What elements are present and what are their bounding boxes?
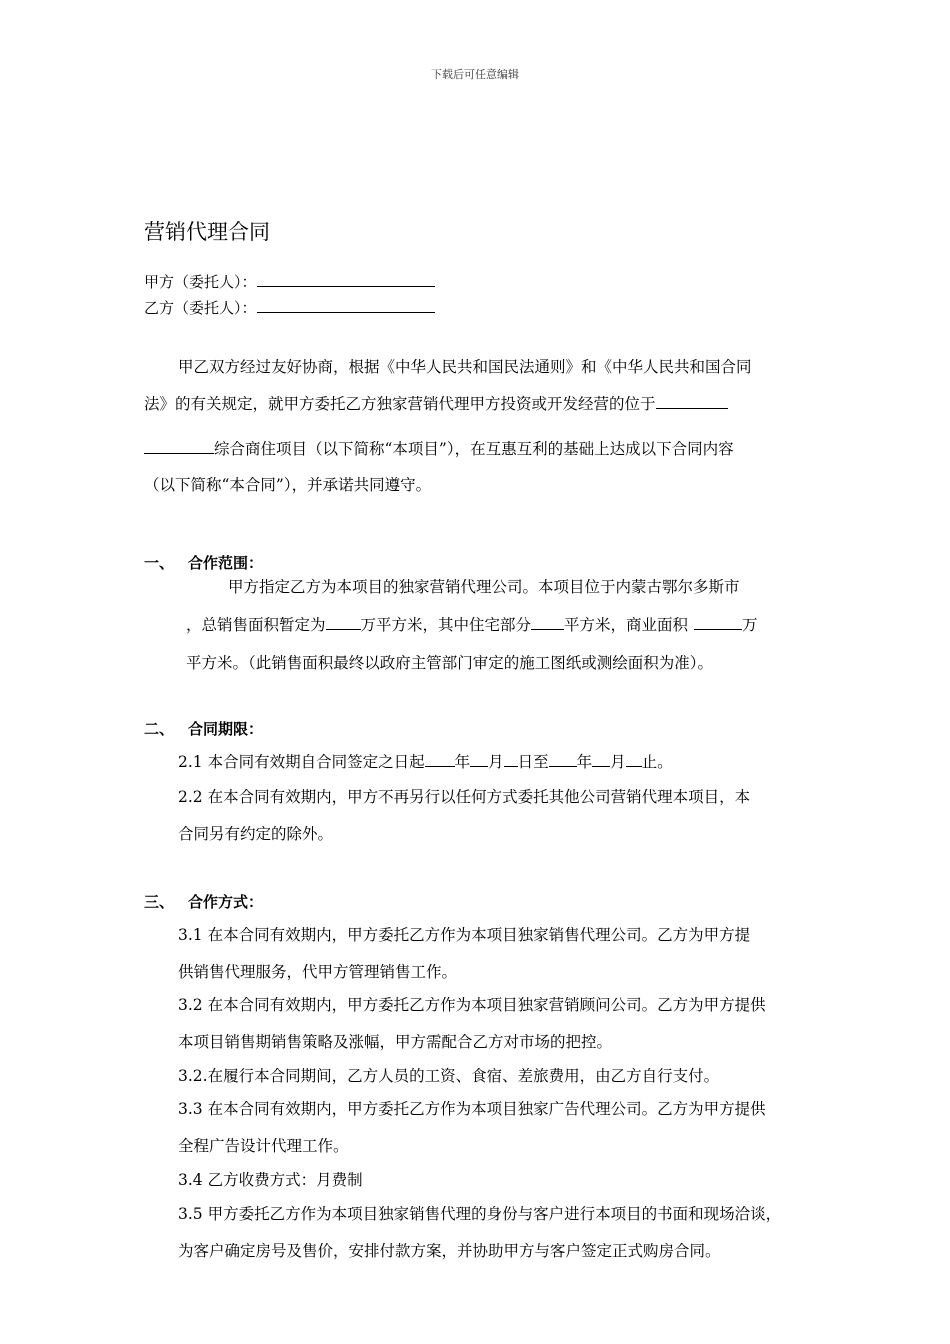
section-1-line-1: 甲方指定乙方为本项目的独家营销代理公司。本项目位于内蒙古鄂尔多斯市 bbox=[228, 578, 740, 596]
intro-line-3-text: 综合商住项目（以下简称“本项目”），在互惠互利的基础上达成以下合同内容 bbox=[214, 440, 734, 458]
location-blank-2 bbox=[144, 438, 214, 454]
intro-line-2 bbox=[144, 392, 728, 414]
day-to-label: 日至 bbox=[517, 753, 549, 771]
section-1-line-2c: 平方米，商业面积 bbox=[564, 616, 689, 634]
section-3-line: 供销售代理服务，代甲方管理销售工作。 bbox=[178, 963, 458, 981]
party-a-blank bbox=[257, 271, 435, 287]
party-b-label: 乙方（委托人）： bbox=[144, 299, 257, 317]
intro-line-4: （以下简称“本合同”），并承诺共同遵守。 bbox=[144, 476, 432, 494]
section-3-number: 三、 bbox=[144, 893, 175, 911]
section-1-line-2a: ，总销售面积暂定为 bbox=[186, 616, 326, 634]
section-1-line-2 bbox=[186, 613, 758, 635]
end-day-blank bbox=[626, 751, 642, 767]
party-b-blank bbox=[257, 297, 435, 313]
commercial-area-blank bbox=[694, 614, 742, 630]
section-2-title: 合同期限： bbox=[188, 720, 264, 738]
section-1-heading bbox=[144, 552, 263, 573]
contract-title: 营销代理合同 bbox=[144, 220, 270, 244]
section-2-number: 二、 bbox=[144, 720, 175, 738]
party-b-line bbox=[144, 297, 435, 318]
end-label: 止。 bbox=[641, 753, 673, 771]
section-2-heading bbox=[144, 718, 263, 739]
end-month-blank bbox=[592, 751, 610, 767]
month-label-2: 月 bbox=[610, 753, 626, 771]
section-3-line: 全程广告设计代理工作。 bbox=[178, 1137, 349, 1155]
section-1-number: 一、 bbox=[144, 554, 175, 572]
section-3-line: 本项目销售期销售策略及涨幅，甲方需配合乙方对市场的把控。 bbox=[178, 1033, 613, 1051]
year-label-2: 年 bbox=[576, 753, 593, 771]
year-label: 年 bbox=[454, 753, 471, 771]
start-day-blank bbox=[504, 751, 518, 767]
party-a-label: 甲方（委托人）： bbox=[144, 273, 257, 291]
intro-line-1: 甲乙双方经过友好协商，根据《中华人民共和国民法通则》和《中华人民共和国合同 bbox=[178, 358, 752, 376]
intro-line-3 bbox=[144, 437, 734, 459]
residential-area-blank bbox=[531, 614, 564, 630]
item-2-1-prefix: 2.1 本合同有效期自合同签定之日起 bbox=[178, 753, 425, 771]
section-3-heading bbox=[144, 891, 263, 912]
section-3-line: 3.2 在本合同有效期内，甲方委托乙方作为本项目独家营销顾问公司。乙方为甲方提供 bbox=[178, 996, 766, 1014]
intro-line-2-text: 法》的有关规定，就甲方委托乙方独家营销代理甲方投资或开发经营的位于 bbox=[144, 395, 656, 413]
section-2-item-2-line-2: 合同另有约定的除外。 bbox=[178, 825, 334, 843]
party-a-line bbox=[144, 271, 435, 292]
start-year-blank bbox=[425, 751, 455, 767]
header-note: 下载后可任意编辑 bbox=[431, 68, 519, 81]
section-2-item-2-line-1: 2.2 在本合同有效期内，甲方不再另行以任何方式委托其他公司营销代理本项目，本 bbox=[178, 788, 751, 806]
section-3-line: 3.4 乙方收费方式：月费制 bbox=[178, 1171, 363, 1189]
end-year-blank bbox=[549, 751, 577, 767]
section-3-line: 3.2.在履行本合同期间，乙方人员的工资、食宿、差旅费用，由乙方自行支付。 bbox=[178, 1067, 720, 1085]
section-1-line-3: 平方米。（此销售面积最终以政府主管部门审定的施工图纸或测绘面积为准）。 bbox=[186, 654, 714, 672]
section-3-line: 3.5 甲方委托乙方作为本项目独家销售代理的身份与客户进行本项目的书面和现场洽谈， bbox=[178, 1205, 782, 1223]
section-1-line-2d: 万 bbox=[742, 616, 758, 634]
section-3-line: 3.3 在本合同有效期内，甲方委托乙方作为本项目独家广告代理公司。乙方为甲方提供 bbox=[178, 1100, 766, 1118]
section-2-item-1 bbox=[178, 750, 673, 772]
section-3-line: 为客户确定房号及售价，安排付款方案，并协助甲方与客户签定正式购房合同。 bbox=[178, 1242, 721, 1260]
section-1-line-2b: 万平方米，其中住宅部分 bbox=[360, 616, 532, 634]
start-month-blank bbox=[470, 751, 488, 767]
section-3-line: 3.1 在本合同有效期内，甲方委托乙方作为本项目独家销售代理公司。乙方为甲方提 bbox=[178, 926, 751, 944]
section-1-title: 合作范围： bbox=[188, 554, 264, 572]
total-area-blank bbox=[326, 614, 361, 630]
month-label: 月 bbox=[488, 753, 504, 771]
section-3-title: 合作方式： bbox=[188, 893, 264, 911]
location-blank-1 bbox=[656, 393, 728, 409]
